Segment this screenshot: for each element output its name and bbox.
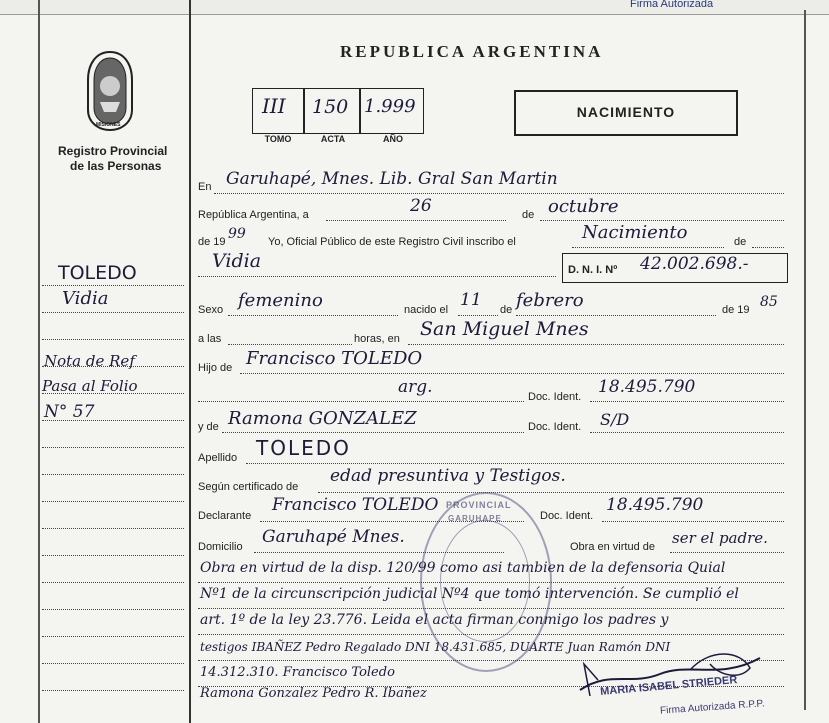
name-value: Vidia (212, 250, 262, 272)
domicilio-label: Domicilio (198, 541, 243, 553)
de19b-label: de 19 (722, 304, 750, 316)
provincial-seal-icon (86, 50, 134, 132)
mother-doc: S/D (600, 410, 630, 429)
birth-day: 11 (460, 290, 482, 310)
en-value: Garuhapé, Mnes. Lib. Gral San Martin (226, 169, 558, 189)
left-ruled-line (42, 636, 184, 637)
sexo-label: Sexo (198, 304, 224, 316)
republica-label: República Argentina, a (198, 209, 309, 221)
domicilio-value: Garuhapé Mnes. (262, 527, 405, 547)
observation-line1: Obra en virtud de la disp. 120/99 como asi tambien de la defensoria Quial (200, 560, 726, 576)
left-ruled-line (42, 663, 184, 664)
alas-label: a las (198, 333, 222, 345)
left-ruled-line (42, 285, 184, 286)
apellido-label: Apellido (198, 452, 238, 464)
mother-name: Ramona GONZALEZ (228, 408, 417, 429)
left-given-name: Vidia (62, 288, 109, 309)
signature-line: Ramona Gonzalez Pedro R. Ibañez (200, 686, 427, 701)
horas-label: horas, en (354, 333, 400, 345)
month-value: octubre (548, 196, 619, 217)
de-label: de (522, 209, 535, 221)
ano-label: AÑO (383, 134, 403, 144)
birth-year-suffix: 85 (760, 294, 778, 310)
dni-label: D. N. I. Nº (568, 264, 618, 276)
sexo-value: femenino (238, 290, 323, 311)
stamp-text-top: PROVINCIAL (446, 500, 512, 510)
left-ruled-line (42, 690, 184, 691)
seal-label: MISIONES (96, 122, 121, 128)
footer-authorized: Firma Autorizada R.P.P. (659, 698, 765, 717)
left-note-line3: N° 57 (44, 402, 95, 422)
declarante-doc: 18.495.790 (606, 495, 704, 515)
birth-month: febrero (516, 290, 584, 311)
left-border (38, 0, 40, 723)
ano-value: 1.999 (364, 96, 416, 117)
column-divider (189, 0, 191, 723)
left-note-line2: Pasa al Folio (42, 377, 138, 395)
registry-name-line2: de las Personas (70, 159, 162, 173)
obra-value: ser el padre. (672, 529, 768, 547)
hijo-label: Hijo de (198, 362, 233, 374)
registry-name-line1: Registro Provincial (58, 144, 168, 158)
doc-ident-label: Doc. Ident. (528, 391, 582, 403)
father-name: Francisco TOLEDO (246, 348, 423, 369)
year-suffix: 99 (228, 226, 246, 242)
inscribed-value: Nacimiento (582, 222, 688, 243)
de2-label: de (500, 304, 513, 316)
certificado-value: edad presuntiva y Testigos. (330, 466, 566, 486)
declarante-label: Declarante (198, 510, 252, 522)
de19-label: de 19 (198, 236, 226, 248)
signer-name: MARIA ISABEL STRIEDER (599, 674, 738, 698)
tomo-value: III (262, 94, 286, 118)
doc-ident3-label: Doc. Ident. (540, 510, 594, 522)
right-border (804, 10, 806, 710)
observation-line4: testigos IBAÑEZ Pedro Regalado DNI 18.431.685, DUARTE Juan Ramón DNI (200, 640, 671, 654)
stamp-inner-ring (440, 520, 530, 642)
left-ruled-line (42, 312, 184, 313)
father-doc: 18.495.790 (598, 377, 696, 397)
nacido-label: nacido el (404, 304, 449, 316)
country-heading: REPUBLICA ARGENTINA (340, 42, 604, 61)
left-ruled-line (42, 528, 184, 529)
left-ruled-line (42, 609, 184, 610)
yde-label: y de (198, 421, 219, 433)
apellido-value: TOLEDO (256, 436, 351, 460)
left-ruled-line (42, 582, 184, 583)
act-type-label: NACIMIENTO (576, 104, 676, 120)
left-ruled-line (42, 501, 184, 502)
en-label: En (198, 181, 212, 193)
left-surname: TOLEDO (58, 262, 137, 284)
left-note-line1: Nota de Ref (44, 352, 135, 370)
officer-text: Yo, Oficial Público de este Registro Civil inscribo el (268, 236, 516, 248)
stamp-text-side: GARUHAPE (448, 514, 502, 523)
birth-place: San Miguel Mnes (420, 318, 589, 340)
left-ruled-line (42, 339, 184, 340)
obra-label: Obra en virtud de (570, 541, 655, 553)
dni-value: 42.002.698.- (640, 254, 749, 274)
doc-ident2-label: Doc. Ident. (528, 421, 582, 433)
left-ruled-line (42, 474, 184, 475)
observation-line3: art. 1º de la ley 23.776. Leida el acta firman conmigo los padres y (200, 612, 669, 628)
tomo-label: TOMO (264, 134, 292, 144)
acta-label: ACTA (320, 134, 346, 144)
observation-line5: 14.312.310. Francisco Toledo (200, 665, 395, 680)
left-ruled-line (42, 555, 184, 556)
observation-line2: Nº1 de la circunscripción judicial Nº4 que tomó intervención. Se cumplió el (200, 586, 739, 602)
certificado-label: Según certificado de (198, 481, 299, 493)
de-end-label: de (734, 236, 747, 248)
declarante-value: Francisco TOLEDO (272, 495, 439, 515)
day-value: 26 (410, 196, 432, 216)
top-authorized-text: Firma Autorizada (630, 0, 714, 10)
father-nationality: arg. (398, 377, 433, 397)
acta-value: 150 (312, 96, 349, 118)
left-ruled-line (42, 447, 184, 448)
